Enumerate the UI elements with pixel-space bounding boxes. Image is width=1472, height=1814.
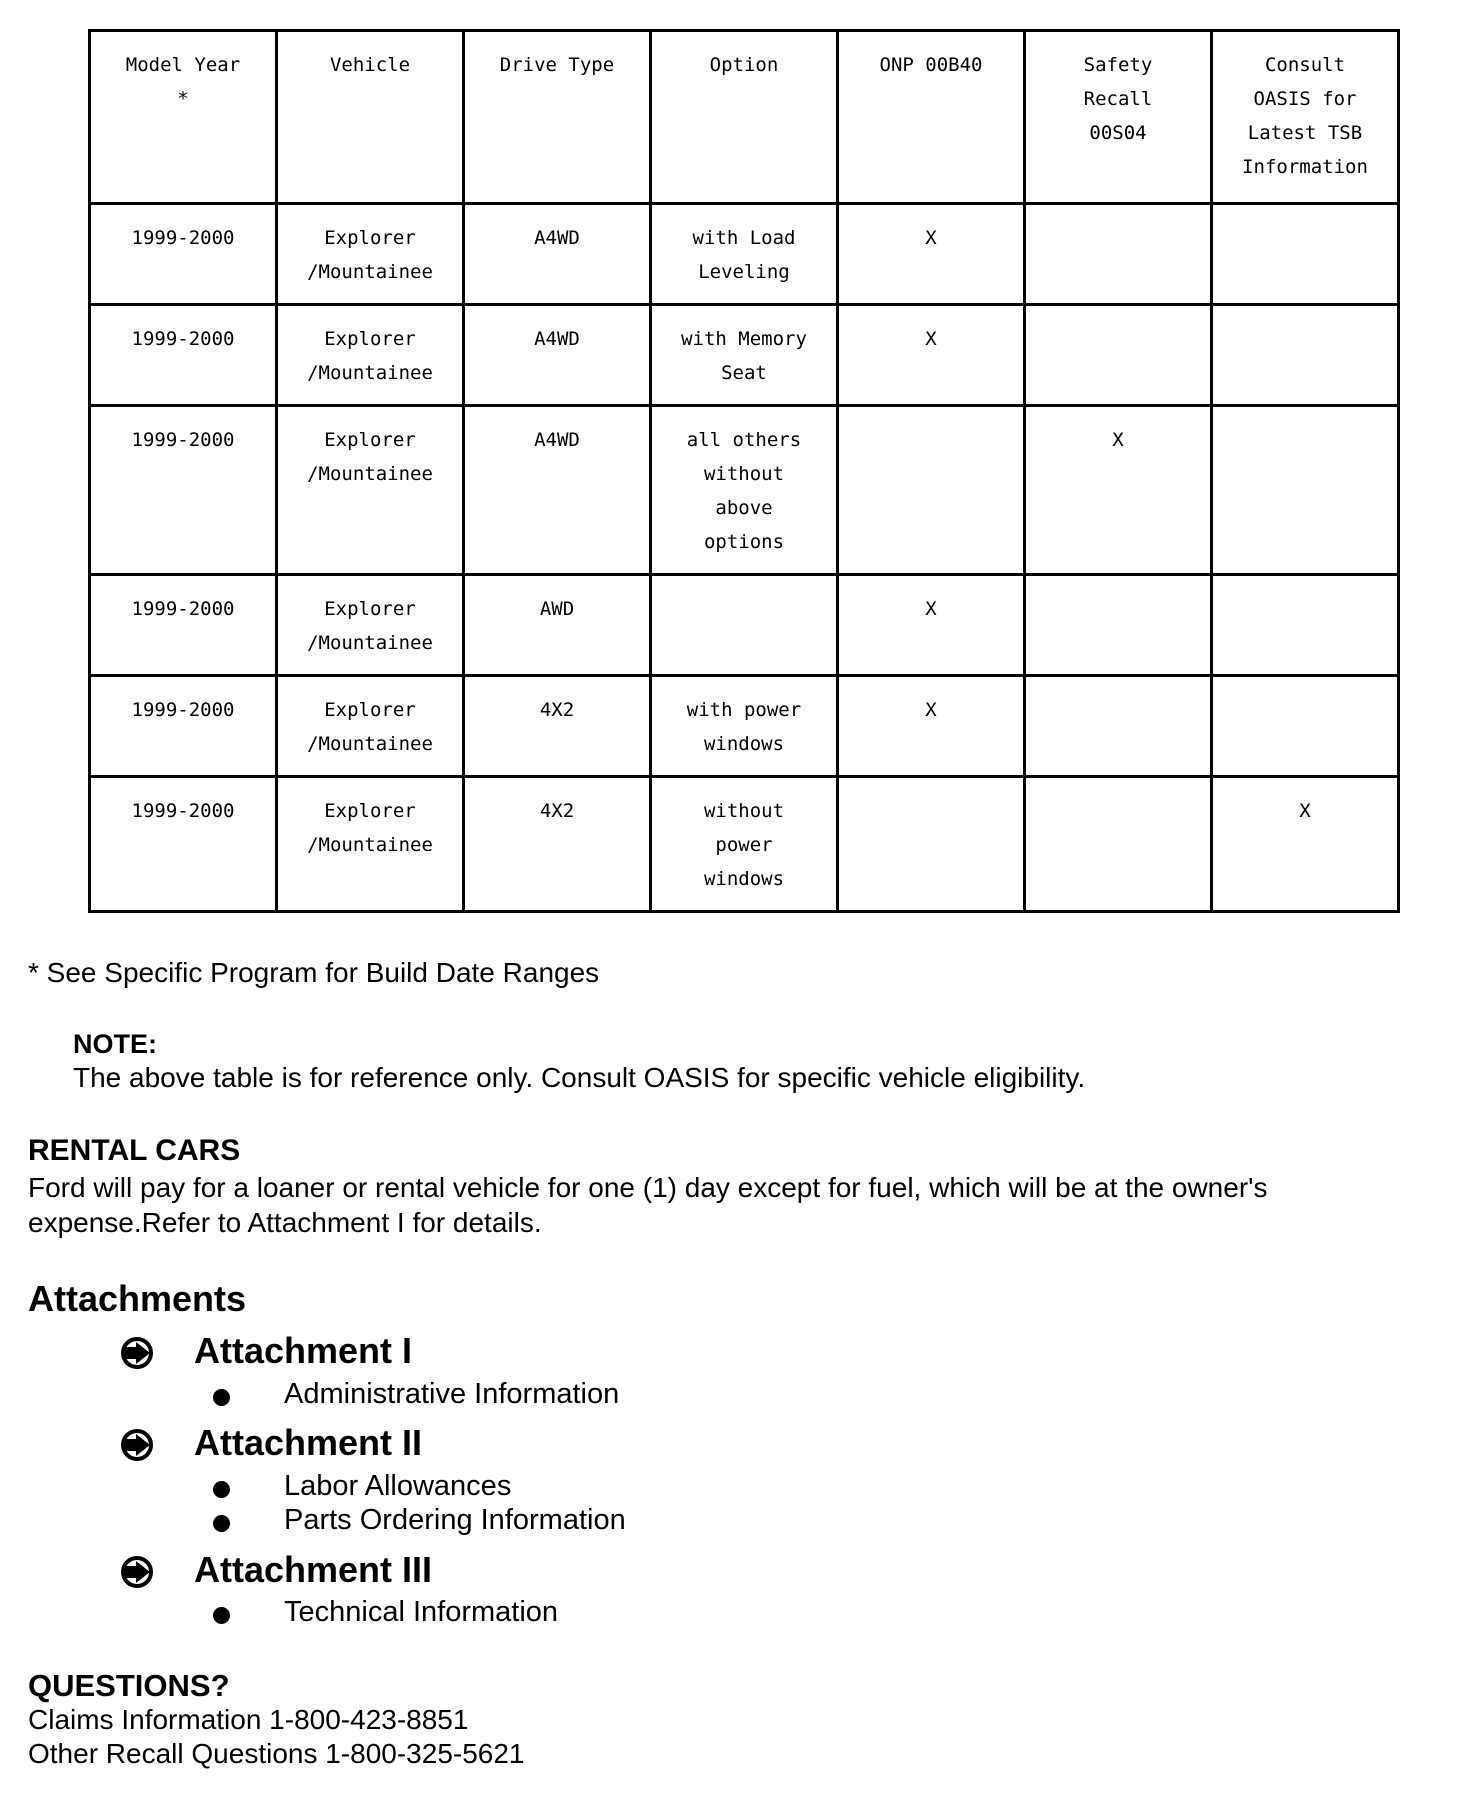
table-row [90,204,1399,305]
attachment-ii-title: Attachment II [194,1422,423,1463]
table-cell: Explorer /Mountainee [277,575,464,676]
table-cell: 4X2 [464,777,651,912]
table-cell: X [838,305,1025,406]
circled-arrow-icon [120,1555,154,1589]
table-cell: Explorer /Mountainee [277,305,464,406]
table-cell: with power windows [651,676,838,777]
table-cell: 1999-2000 [90,777,277,912]
header-cell: Consult OASIS for Latest TSB Information [1212,31,1399,204]
circled-arrow-icon [120,1336,154,1370]
table-cell [838,777,1025,912]
table-cell: A4WD [464,305,651,406]
table-cell [1212,305,1399,406]
attachment-i-title: Attachment I [194,1330,413,1371]
table-cell [1212,575,1399,676]
table-row [90,305,1399,406]
table-cell: 1999-2000 [90,204,277,305]
table-cell [1025,676,1212,777]
claims-phone-line: Claims Information 1-800-423-8851 [28,1704,469,1735]
attachment-sub-item: Technical Information [284,1596,559,1628]
header-cell: Option [651,31,838,204]
header-cell: ONP 00B40 [838,31,1025,204]
table-cell: without power windows [651,777,838,912]
table-cell: Explorer /Mountainee [277,406,464,575]
table-row [90,676,1399,777]
note-text: The above table is for reference only. Consult OASIS for specific vehicle eligibility. [73,1062,1086,1093]
table-cell [651,575,838,676]
attachments-heading: Attachments [28,1278,247,1319]
table-cell: Explorer /Mountainee [277,204,464,305]
table-cell: 1999-2000 [90,406,277,575]
table-row [90,406,1399,575]
circled-arrow-icon [120,1428,154,1462]
table-cell: Explorer /Mountainee [277,676,464,777]
table-cell [1025,575,1212,676]
table-cell: X [838,575,1025,676]
table-cell [1025,204,1212,305]
table-cell [838,406,1025,575]
bullet-icon [213,1481,230,1498]
bullet-icon [213,1389,230,1406]
table-row [90,777,1399,912]
table-cell [1025,777,1212,912]
header-cell: Model Year * [90,31,277,204]
table-cell [1212,204,1399,305]
attachment-sub-item: Administrative Information [284,1378,620,1410]
table-cell: Explorer /Mountainee [277,777,464,912]
bullet-icon [213,1607,230,1624]
table-cell: with Memory Seat [651,305,838,406]
header-cell: Drive Type [464,31,651,204]
footnote: * See Specific Program for Build Date Ranges [28,957,600,988]
recall-phone-line: Other Recall Questions 1-800-325-5621 [28,1738,525,1769]
table-cell: A4WD [464,204,651,305]
table-row [90,575,1399,676]
header-cell: Safety Recall 00S04 [1025,31,1212,204]
table-cell [1212,406,1399,575]
table-cell: A4WD [464,406,651,575]
table-cell: AWD [464,575,651,676]
bullet-icon [213,1515,230,1532]
table-cell [1212,676,1399,777]
table-cell: X [1212,777,1399,912]
header-cell: Vehicle [277,31,464,204]
table-cell: 4X2 [464,676,651,777]
attachment-sub-item: Parts Ordering Information [284,1504,626,1536]
table-cell: all others without above options [651,406,838,575]
rental-cars-heading: RENTAL CARS [28,1134,241,1167]
questions-heading: QUESTIONS? [28,1668,230,1703]
table-cell: 1999-2000 [90,676,277,777]
rental-cars-text: Ford will pay for a loaner or rental vehicle for one (1) day except for fuel, which will be at the owner's expense.Refer to Attachment I for details. [28,1172,1268,1238]
table-cell: X [838,204,1025,305]
table-cell: 1999-2000 [90,305,277,406]
table-cell: 1999-2000 [90,575,277,676]
eligibility-table [88,29,1400,913]
table-cell [1025,305,1212,406]
table-cell: X [838,676,1025,777]
attachment-sub-item: Labor Allowances [284,1470,512,1502]
table-header-row [90,31,1399,204]
attachment-iii-title: Attachment III [194,1549,433,1590]
table-cell: with Load Leveling [651,204,838,305]
table-cell: X [1025,406,1212,575]
note-label: NOTE: [73,1029,157,1059]
